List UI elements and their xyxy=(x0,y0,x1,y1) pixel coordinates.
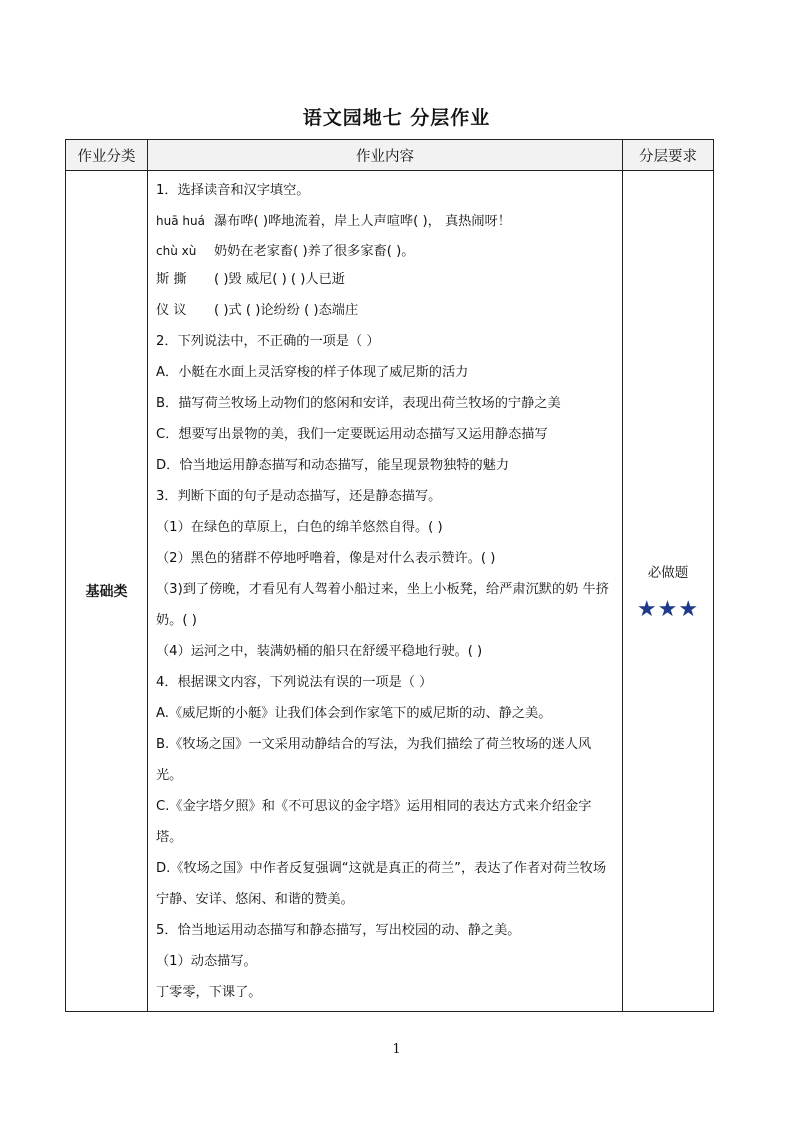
question-3-prompt: 3．判断下面的句子是动态描写，还是静态描写。 xyxy=(156,489,442,504)
requirement-cell xyxy=(623,171,714,1012)
question-2-option-b: B．描写荷兰牧场上动物们的悠闲和安详，表现出荷兰牧场的宁静之美 xyxy=(156,396,561,411)
question-2-option-a: A．小艇在水面上灵活穿梭的样子体现了威尼斯的活力 xyxy=(156,365,469,380)
question-5-sub-1: （1）动态描写。 xyxy=(156,954,257,969)
question-5-answer-start: 丁零零，下课了。 xyxy=(156,985,262,1000)
homework-table xyxy=(65,139,714,1012)
question-1-row-yi xyxy=(156,295,614,326)
question-1-text-chu: 奶奶在老家畜( )养了很多家畜( )。 xyxy=(214,244,415,259)
pinyin-hua: huā huá xyxy=(156,214,205,228)
table-row xyxy=(66,171,714,1012)
header-requirement: 分层要求 xyxy=(623,140,714,171)
question-1-text-yi: ( )式 ( )论纷纷 ( )态端庄 xyxy=(214,303,359,318)
question-1-prompt: 1．选择读音和汉字填空。 xyxy=(156,183,310,198)
char-pair-si: 斯 撕 xyxy=(156,272,187,287)
question-2-prompt: 2．下列说法中，不正确的一项是（ ） xyxy=(156,334,380,349)
question-3-item-4: （4）运河之中，装满奶桶的船只在舒缓平稳地行驶。( ) xyxy=(156,644,483,659)
question-3-item-2: （2）黑色的猪群不停地呼噜着，像是对什么表示赞许。( ) xyxy=(156,551,496,566)
content-cell xyxy=(148,171,623,1012)
question-3-item-1: （1）在绿色的草原上，白色的绵羊悠然自得。( ) xyxy=(156,520,443,535)
question-4-option-c: C.《金字塔夕照》和《不可思议的金字塔》运用相同的表达方式来介绍金字塔。 xyxy=(156,799,592,845)
question-4-option-d: D.《牧场之国》中作者反复强调“这就是真正的荷兰”，表达了作者对荷兰牧场宁静、安详、悠闲、和谐的赞美。 xyxy=(156,861,607,907)
question-1-text-hua: 瀑布哗( )哗地流着，岸上人声喧哗( )， 真热闹呀！ xyxy=(214,214,511,229)
question-4-option-a: A.《威尼斯的小艇》让我们体会到作家笔下的威尼斯的动、静之美。 xyxy=(156,706,552,721)
pinyin-chu: chù xù xyxy=(156,244,197,258)
question-1-text-si: ( )毁 威尼( ) ( )人已逝 xyxy=(214,272,345,287)
question-5-prompt: 5．恰当地运用动态描写和静态描写，写出校园的动、静之美。 xyxy=(156,923,521,938)
question-4-option-b: B.《牧场之国》一文采用动静结合的写法，为我们描绘了荷兰牧场的迷人风光。 xyxy=(156,737,592,783)
question-2-option-c: C．想要写出景物的美，我们一定要既运用动态描写又运用静态描写 xyxy=(156,427,548,442)
question-4-prompt: 4．根据课文内容，下列说法有误的一项是（ ） xyxy=(156,675,433,690)
requirement-label: 必做题 xyxy=(647,564,689,581)
char-pair-yi: 仪 议 xyxy=(156,303,187,318)
table-header-row xyxy=(66,140,714,171)
question-3-item-3: （3)到了傍晚，才看见有人驾着小船过来，坐上小板凳，给严肃沉默的奶 牛挤奶。( ) xyxy=(156,582,609,628)
question-2-option-d: D．恰当地运用静态描写和动态描写，能呈现景物独特的魅力 xyxy=(156,458,510,473)
difficulty-stars-icon: ★★★ xyxy=(636,596,700,622)
header-content: 作业内容 xyxy=(148,140,623,171)
question-1-row-chu xyxy=(156,234,614,264)
category-cell: 基础类 xyxy=(66,171,148,1012)
header-category: 作业分类 xyxy=(66,140,148,171)
page-title: 语文园地七 分层作业 xyxy=(302,107,491,129)
question-1-row-hua xyxy=(156,204,614,234)
question-1-row-si xyxy=(156,264,614,295)
page-number: 1 xyxy=(392,1042,401,1057)
